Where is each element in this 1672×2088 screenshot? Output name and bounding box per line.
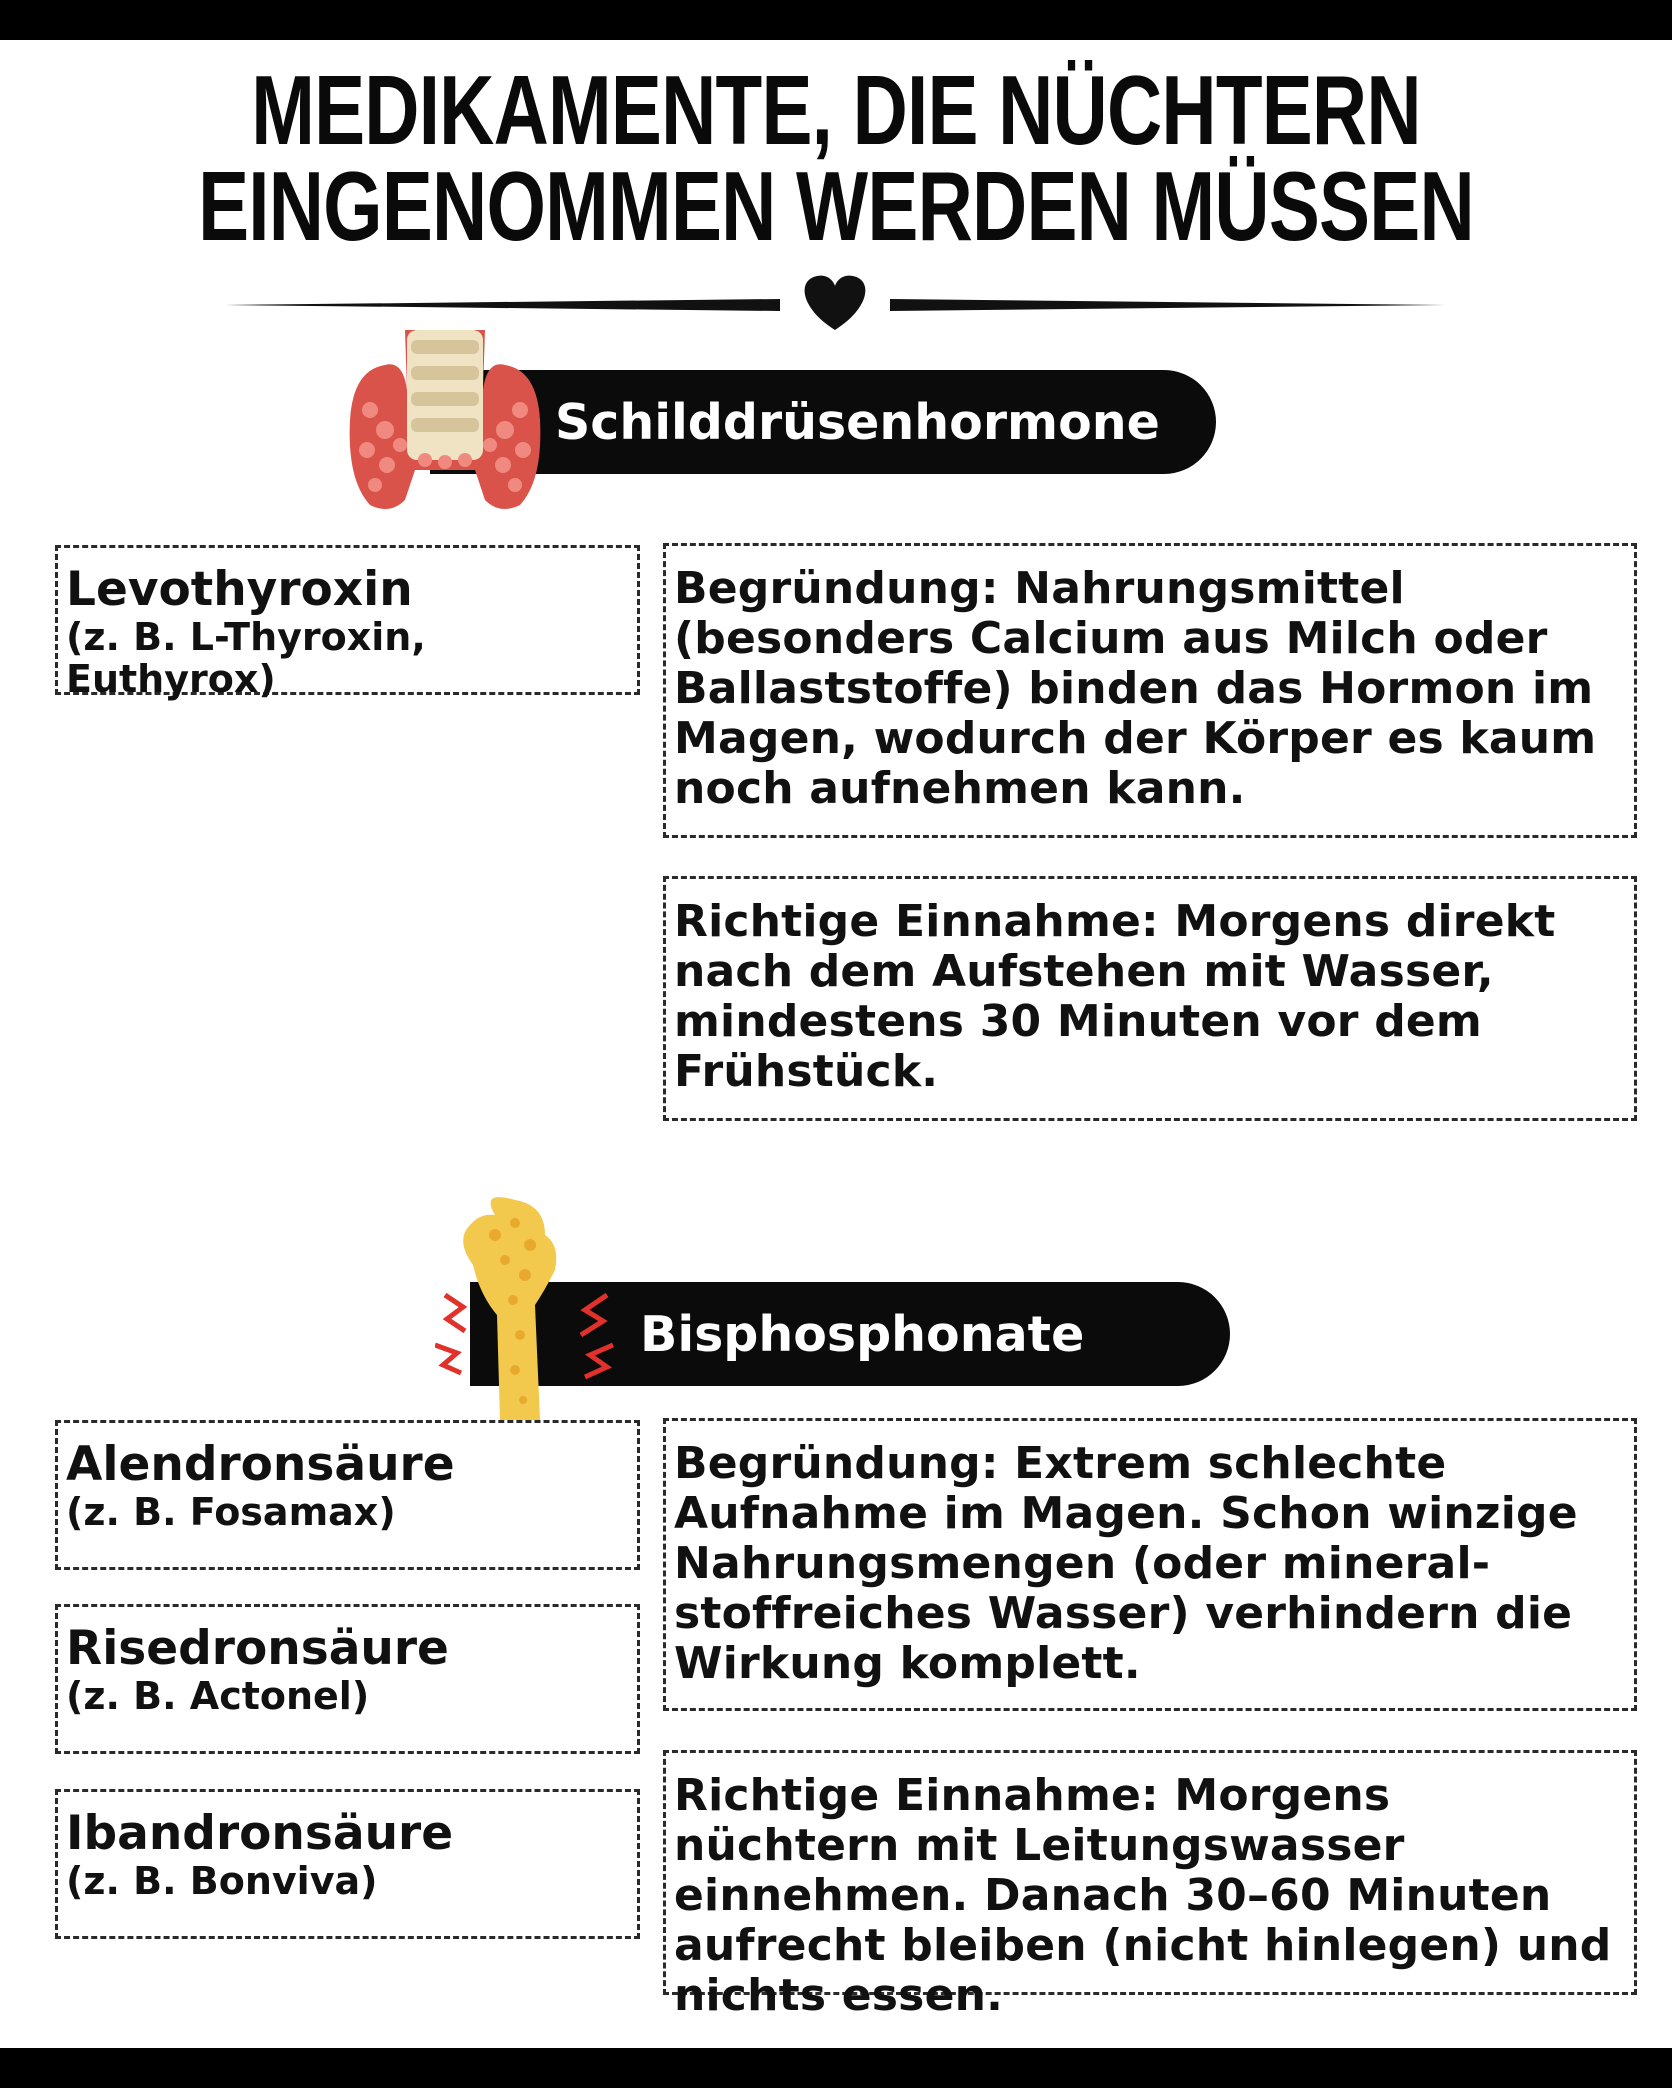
intake-box-bisphosphonate — [663, 1750, 1637, 2021]
drug-brand: (z. B. Fosamax) — [66, 1490, 396, 1534]
bone-pain-icon — [435, 1195, 615, 1420]
drug-name: Alendronsäure — [66, 1437, 455, 1492]
title-divider — [225, 268, 1445, 338]
drug-brand: (z. B. Bonviva) — [66, 1859, 378, 1903]
heart-icon — [805, 276, 866, 330]
drug-box-ibandronsaeure — [55, 1789, 640, 1939]
title-line-1: MEDIKAMENTE, DIE NÜCHTERN — [251, 55, 1421, 165]
page-title — [184, 55, 1488, 261]
reason-text: Begründung: Extrem schlechte Aufnahme im Magen. Schon winzige Nahrungsmengen (oder mineral-stoffreiches Wasser) verhindern die Wirkung komplett. — [674, 1438, 1578, 1689]
drug-box-risedronsaeure — [55, 1604, 640, 1754]
reason-box-bisphosphonate — [663, 1418, 1637, 1711]
drug-box-alendronsaeure — [55, 1420, 640, 1570]
drug-name: Risedronsäure — [66, 1621, 449, 1676]
section-heading-label: Schilddrüsenhormone — [555, 393, 1160, 451]
reason-text: Begründung: Nahrungsmittel (besonders Calcium aus Milch oder Ballaststoffe) binden das Hormon im Magen, wodurch der Körper es kaum noch aufnehmen kann. — [674, 563, 1597, 814]
drug-box-levothyroxin — [55, 545, 640, 701]
reason-box-thyroid — [663, 543, 1637, 838]
drug-brand: (z. B. Actonel) — [66, 1674, 370, 1718]
top-bar — [0, 0, 1672, 40]
drug-brand: (z. B. L-Thyroxin, Euthyrox) — [66, 615, 426, 701]
bottom-bar — [0, 2048, 1672, 2088]
intake-text: Richtige Einnahme: Morgens direkt nach dem Aufstehen mit Wasser, mindestens 30 Minuten vor dem Frühstück. — [674, 896, 1556, 1097]
section-heading-thyroid — [430, 370, 1216, 474]
section-heading-label: Bisphosphonate — [640, 1305, 1085, 1363]
intake-box-thyroid — [663, 876, 1637, 1121]
thyroid-gland-icon — [345, 330, 545, 515]
drug-name: Levothyroxin — [66, 562, 413, 617]
intake-text: Richtige Einnahme: Morgens nüchtern mit Leitungswasser einnehmen. Danach 30–60 Minuten aufrecht bleiben (nicht hinlegen) und nichts essen. — [674, 1770, 1612, 2021]
title-line-2: EINGENOMMEN WERDEN MÜSSEN — [198, 151, 1474, 261]
drug-name: Ibandronsäure — [66, 1806, 454, 1861]
